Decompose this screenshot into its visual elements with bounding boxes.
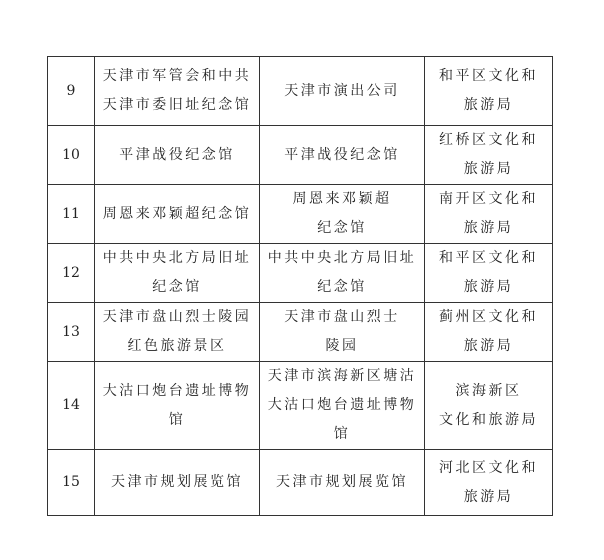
supervising-dept: 滨海新区 文化和旅游局 [425, 362, 553, 450]
row-number: 15 [48, 450, 95, 516]
table-row [48, 303, 553, 362]
row-number: 11 [48, 185, 95, 244]
row-number: 10 [48, 126, 95, 185]
row-number: 9 [48, 57, 95, 126]
site-name: 平津战役纪念馆 [95, 126, 260, 185]
row-number: 12 [48, 244, 95, 303]
site-name: 大沽口炮台遗址博物 馆 [95, 362, 260, 450]
managing-unit: 天津市规划展览馆 [260, 450, 425, 516]
supervising-dept: 河北区文化和 旅游局 [425, 450, 553, 516]
managing-unit: 天津市滨海新区塘沽 大沽口炮台遗址博物 馆 [260, 362, 425, 450]
site-name: 天津市盘山烈士陵园 红色旅游景区 [95, 303, 260, 362]
supervising-dept: 和平区文化和 旅游局 [425, 244, 553, 303]
site-name: 中共中央北方局旧址 纪念馆 [95, 244, 260, 303]
table-row [48, 126, 553, 185]
table-row [48, 244, 553, 303]
table-row [48, 450, 553, 516]
row-number: 14 [48, 362, 95, 450]
managing-unit: 天津市盘山烈士 陵园 [260, 303, 425, 362]
supervising-dept: 红桥区文化和 旅游局 [425, 126, 553, 185]
row-number: 13 [48, 303, 95, 362]
managing-unit: 周恩来邓颖超 纪念馆 [260, 185, 425, 244]
supervising-dept: 和平区文化和 旅游局 [425, 57, 553, 126]
managing-unit: 平津战役纪念馆 [260, 126, 425, 185]
managing-unit: 中共中央北方局旧址 纪念馆 [260, 244, 425, 303]
table-row [48, 57, 553, 126]
table-body [48, 57, 553, 516]
table-row [48, 362, 553, 450]
sites-table [47, 56, 553, 516]
table-row [48, 185, 553, 244]
site-name: 周恩来邓颖超纪念馆 [95, 185, 260, 244]
site-name: 天津市规划展览馆 [95, 450, 260, 516]
managing-unit: 天津市演出公司 [260, 57, 425, 126]
supervising-dept: 南开区文化和 旅游局 [425, 185, 553, 244]
supervising-dept: 蓟州区文化和 旅游局 [425, 303, 553, 362]
site-name: 天津市军管会和中共 天津市委旧址纪念馆 [95, 57, 260, 126]
